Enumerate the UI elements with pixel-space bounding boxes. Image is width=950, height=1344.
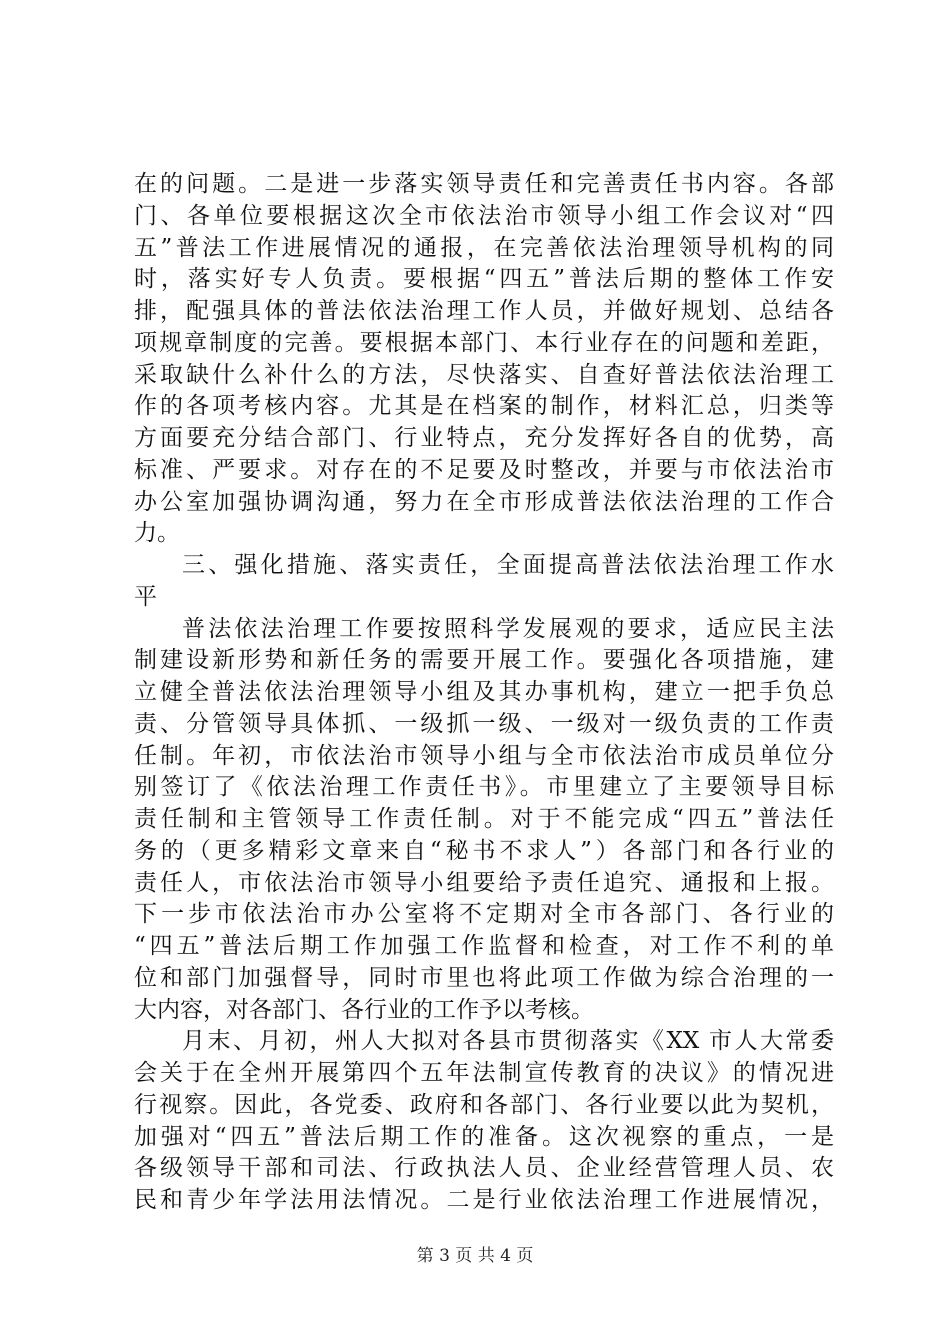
text-line: 加强对“四五”普法后期工作的准备。这次视察的重点，一是	[134, 1124, 834, 1150]
text-line: 力。	[134, 520, 180, 546]
text-line: 办公室加强协调沟通，努力在全市形成普法依法治理的工作合	[134, 489, 834, 515]
text-line: “四五”普法后期工作加强工作监督和检查，对工作不利的单	[134, 933, 834, 959]
text-line: 采取缺什么补什么的方法，尽快落实、自查好普法依法治理工	[134, 362, 834, 388]
text-line: 方面要充分结合部门、行业特点，充分发挥好各自的优势，高	[134, 425, 834, 451]
section-heading: 三、强化措施、落实责任，全面提高普法依法治理工作水	[182, 552, 834, 578]
text-line: 门、各单位要根据这次全市依法治市领导小组工作会议对“四	[134, 203, 834, 229]
text-line: 大内容，对各部门、各行业的工作予以考核。	[134, 997, 594, 1023]
text-line: 五”普法工作进展情况的通报，在完善依法治理领导机构的同	[134, 235, 834, 261]
text-line: 时，落实好专人负责。要根据“四五”普法后期的整体工作安	[134, 266, 834, 292]
text-line: 作的各项考核内容。尤其是在档案的制作，材料汇总，归类等	[134, 393, 834, 419]
text-line: 制建设新形势和新任务的需要开展工作。要强化各项措施，建	[134, 647, 834, 673]
text-line: 民和青少年学法用法情况。二是行业依法治理工作进展情况，	[134, 1187, 834, 1213]
text-line: 责任人，市依法治市领导小组要给予责任追究、通报和上报。	[134, 870, 834, 896]
text-line: 在的问题。二是进一步落实领导责任和完善责任书内容。各部	[134, 171, 834, 197]
text-line: 排，配强具体的普法依法治理工作人员，并做好规划、总结各	[134, 298, 834, 324]
text-line: 位和部门加强督导，同时市里也将此项工作做为综合治理的一	[134, 965, 834, 991]
text-line: 务的（更多精彩文章来自“秘书不求人”）各部门和各行业的	[134, 838, 834, 864]
text-line: 标准、严要求。对存在的不足要及时整改，并要与市依法治市	[134, 457, 834, 483]
text-line: 立健全普法依法治理领导小组及其办事机构，建立一把手负总	[134, 679, 834, 705]
text-line: 责任制和主管领导工作责任制。对于不能完成“四五”普法任	[134, 806, 834, 832]
text-line: 别签订了《依法治理工作责任书》。市里建立了主要领导目标	[134, 774, 834, 800]
text-line: 各级领导干部和司法、行政执法人员、企业经营管理人员、农	[134, 1155, 834, 1181]
text-line: 项规章制度的完善。要根据本部门、本行业存在的问题和差距，	[134, 330, 834, 356]
text-line: 下一步市依法治市办公室将不定期对全市各部门、各行业的	[134, 901, 834, 927]
text-line: 月末、月初，州人大拟对各县市贯彻落实《XX 市人大常委	[182, 1028, 834, 1054]
text-line: 任制。年初，市依法治市领导小组与全市依法治市成员单位分	[134, 743, 834, 769]
text-line: 责、分管领导具体抓、一级抓一级、一级对一级负责的工作责	[134, 711, 834, 737]
text-line: 普法依法治理工作要按照科学发展观的要求，适应民主法	[182, 616, 834, 642]
section-heading-continued: 平	[134, 584, 157, 610]
text-line: 行视察。因此，各党委、政府和各部门、各行业要以此为契机，	[134, 1092, 834, 1118]
page-number-footer: 第 3 页 共 4 页	[416, 1246, 534, 1266]
text-line: 会关于在全州开展第四个五年法制宣传教育的决议》的情况进	[134, 1060, 834, 1086]
